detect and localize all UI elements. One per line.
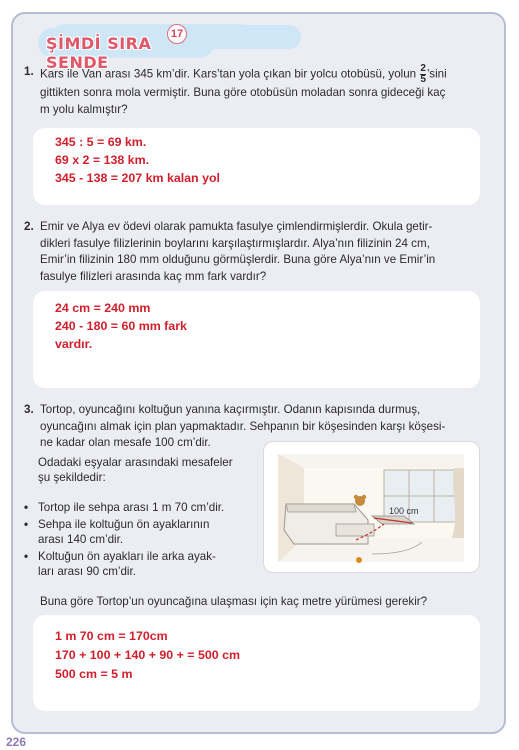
question-number: 1. [24,65,34,78]
question-text-line: dikleri fasulye filizlerinin boylarını karşılaştırmışlardır. Alya’nın filizinin 24 cm, [40,236,430,250]
fraction-numerator: 2 [420,63,426,74]
section-title: ŞİMDİ SIRA SENDE [46,34,152,72]
answer-line: 1 m 70 cm = 170cm [55,629,168,643]
distance-text: • Koltuğun ön ayakları ile arka ayak- [38,550,216,563]
distance-text: ları arası 90 cm’dir. [38,565,136,578]
fraction [420,64,426,85]
distance-text: arası 140 cm’dir. [38,533,124,546]
question-text-line: Emir’in filizinin 180 mm olduğunu görmüşlerdir. Buna göre Alya’nın ve Emir’in [40,253,436,266]
question-text-line: fasulye filizleri arasında kaç mm fark vardır? [40,269,267,283]
question-text-line: gittikten sonra mola vermiştir. Buna göre otobüsün moladan sonra gideceği kaç [40,86,446,99]
question-text-line: Emir ve Alya ev ödevi olarak pamukta fasulye çimlendirmişlerdir. Okula getir- [40,220,433,233]
section-header [20,18,210,72]
question-text-line: ne kadar olan mesafe 100 cm’dir. [40,436,211,449]
question-text-line: oyuncağını almak için plan yapmaktadır. Sehpanın bir köşesinden karşı köşesi- [40,419,446,433]
question-text-line: ’sini [426,67,447,81]
distances-intro [38,455,233,485]
question-number: 3. [24,403,34,416]
answer-line: vardır. [55,337,93,351]
distance-text: • Tortop ile sehpa arası 1 m 70 cm’dir. [38,501,225,514]
question-1-text [40,64,480,118]
intro-line: şu şekildedir: [38,471,106,484]
distance-item [38,549,260,579]
answer-line: 345 : 5 = 69 km. [55,135,147,149]
distance-item [38,500,260,515]
question-text-line: Kars ile Van arası 345 km’dir. Kars’tan yola çıkan bir yolcu otobüsü, yolun [40,67,417,81]
answer-line: 170 + 100 + 140 + 90 + = 500 cm [55,648,240,662]
room-illustration [263,441,480,573]
question-text-line: Tortop, oyuncağını koltuğun yanına kaçırmıştır. Odanın kapısında durmuş, [40,403,421,416]
answer-line: 24 cm = 240 mm [55,301,151,315]
question-text-line: m yolu kalmıştır? [40,102,128,116]
intro-line: Odadaki eşyalar arasındaki mesafeler [38,456,233,469]
activity-number-badge: 17 [167,24,187,44]
answer-line: 500 cm = 5 m [55,667,133,681]
answer-box-2[interactable] [33,291,480,388]
answer-box-1[interactable] [33,128,480,205]
answer-line: 240 - 180 = 60 mm fark [55,319,187,333]
question-number: 2. [24,220,34,233]
distance-item [38,517,260,547]
distance-text: • Sehpa ile koltuğun ön ayaklarının [38,518,210,531]
answer-line: 69 x 2 = 138 km. [55,153,150,167]
fraction-denominator: 5 [420,74,426,85]
room-drawing [264,442,479,572]
distance-label: 100 cm [389,506,419,516]
answer-box-3[interactable] [33,615,480,711]
question-text-line: Buna göre Tortop’un oyuncağına ulaşması için kaç metre yürümesi gerekir? [40,595,428,608]
page-number: 226 [6,735,27,749]
question-2-text [40,219,480,285]
answer-line: 345 - 138 = 207 km kalan yol [55,171,220,185]
